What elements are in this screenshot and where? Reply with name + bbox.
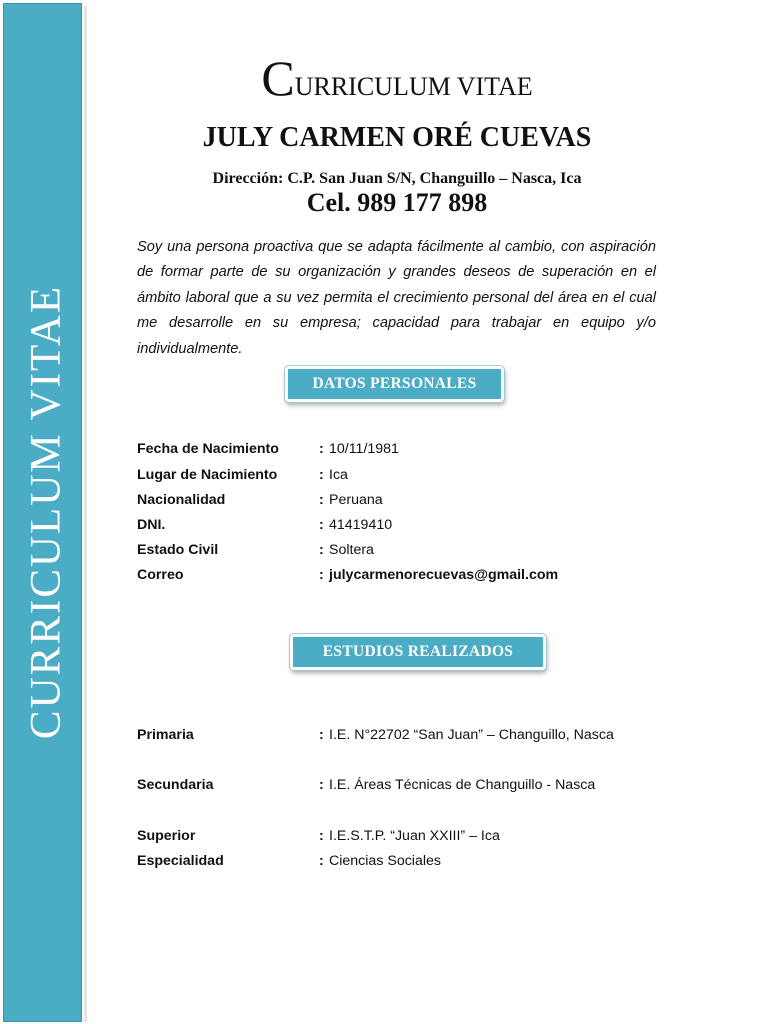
document-title <box>137 48 657 117</box>
candidate-phone: Cel. 989 177 898 <box>306 188 488 217</box>
row-label: Correo <box>137 567 184 583</box>
row-colon: : <box>319 777 324 793</box>
row-value: 10/11/1981 <box>329 441 399 457</box>
row-label: Lugar de Nacimiento <box>137 467 278 483</box>
row-colon: : <box>319 853 324 869</box>
candidate-address: Dirección: C.P. San Juan S/N, Changuillo – Nasca, Ica <box>212 170 582 187</box>
candidate-name: JULY CARMEN ORÉ CUEVAS <box>202 122 592 153</box>
row-colon: : <box>319 828 324 844</box>
profile-summary: Soy una persona proactiva que se adapta fácilmente al cambio, con aspiración de formar parte de su organización y grandes deseos de superación en el ámbito laboral que a su vez permita el crecimiento personal del área en el cual me desarrolle en su empresa; capacidad para trabajar en equipo y/o individualmente. <box>137 239 656 357</box>
row-colon: : <box>319 467 324 483</box>
title-initial: C <box>261 50 295 106</box>
sidebar-shadow <box>84 6 87 1022</box>
row-colon: : <box>319 567 324 583</box>
row-colon: : <box>319 542 324 558</box>
row-label: Fecha de Nacimiento <box>137 441 279 457</box>
row-colon: : <box>319 727 324 743</box>
row-label: Primaria <box>137 727 194 743</box>
row-label: Nacionalidad <box>137 492 226 508</box>
sidebar-banner <box>3 3 82 1022</box>
row-label: DNI. <box>137 517 166 533</box>
section-heading-personal: DATOS PERSONALES <box>285 366 504 402</box>
row-value: I.E. Áreas Técnicas de Changuillo - Nasca <box>329 777 596 793</box>
row-label: Especialidad <box>137 853 224 869</box>
row-value: Peruana <box>329 492 383 508</box>
row-colon: : <box>319 492 324 508</box>
row-colon: : <box>319 441 324 457</box>
row-colon: : <box>319 517 324 533</box>
row-value: I.E. N°22702 “San Juan” – Changuillo, Nasca <box>329 727 614 743</box>
row-label: Estado Civil <box>137 542 219 558</box>
section-heading-studies: ESTUDIOS REALIZADOS <box>290 634 546 670</box>
email-link[interactable]: julycarmenorecuevas@gmail.com <box>329 567 559 583</box>
row-label: Secundaria <box>137 777 214 793</box>
row-value: I.E.S.T.P. “Juan XXIII” – Ica <box>329 828 500 844</box>
title-rest: URRICULUM VITAE <box>294 72 533 101</box>
row-value: 41419410 <box>329 517 393 533</box>
row-label: Superior <box>137 828 196 844</box>
row-value: Ica <box>329 467 348 483</box>
row-value: Soltera <box>329 542 374 558</box>
sidebar-title: CURRICULUM VITAE <box>22 284 70 740</box>
row-value: Ciencias Sociales <box>329 853 441 869</box>
